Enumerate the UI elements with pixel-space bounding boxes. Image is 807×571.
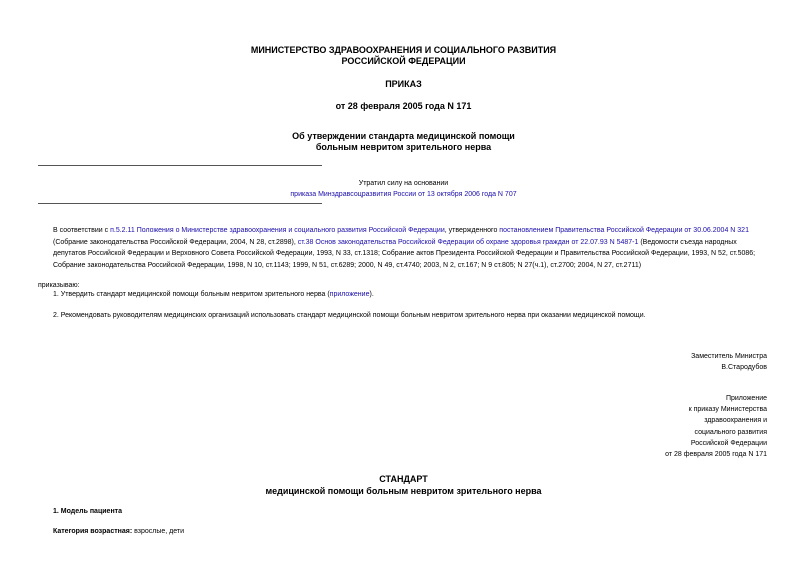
document-title-line1: Об утверждении стандарта медицинской помощи — [292, 131, 515, 141]
standard-heading: СТАНДАРТ — [379, 474, 428, 484]
signature-position: Заместитель Министра — [691, 353, 767, 360]
order-word: приказываю: — [38, 282, 80, 289]
document-date: от 28 февраля 2005 года N 171 — [335, 101, 472, 111]
ministry-name-line1: МИНИСТЕРСТВО ЗДРАВООХРАНЕНИЯ И СОЦИАЛЬНОГО РАЗВИТИЯ — [250, 45, 557, 55]
preamble-paragraph — [53, 225, 771, 271]
lost-force-note: Утратил силу на основании — [358, 180, 449, 187]
section-patient-model: 1. Модель пациента — [53, 508, 122, 515]
appendix-link[interactable]: приложение — [329, 291, 370, 298]
divider-bottom — [38, 203, 322, 204]
appendix-ref-line5: Российской Федерации — [690, 439, 767, 447]
appendix-ref-line4: социального развития — [694, 428, 767, 436]
appendix-ref-line3: здравоохранения и — [704, 417, 767, 425]
order-item-1 — [53, 289, 771, 301]
age-category-label: Категория возрастная: — [53, 528, 133, 535]
signature-block — [691, 351, 767, 373]
appendix-ref-line6: от 28 февраля 2005 года N 171 — [665, 451, 767, 459]
document-title-line2: больным невритом зрительного нерва — [315, 142, 492, 152]
appendix-reference-block — [665, 393, 767, 460]
health-law-link[interactable]: Основ законодательства Российской Федерации об охране здоровья граждан от 22.07.93 N 5487-1 — [315, 238, 639, 246]
ministry-regulation-link[interactable]: Положения о Министерстве здравоохранения и социального развития Российской Федерации — [136, 227, 445, 234]
age-category-value: взрослые, дети — [132, 528, 185, 535]
preamble-text-1: В соответствии с — [53, 227, 111, 234]
order-item-1-text: 1. Утвердить стандарт медицинской помощи больным невритом зрительного нерва ( — [53, 291, 330, 298]
regulation-clause-link[interactable]: п.5.2.11 — [110, 227, 135, 234]
preamble-text-4: (Собрание законодательства Российской Федерации, 2004, N 28, ст.2898), — [53, 238, 298, 246]
divider-top — [38, 165, 322, 166]
preamble-text-3: , утвержденного — [444, 227, 500, 234]
order-item-2: 2. Рекомендовать руководителям медицинских организаций использовать стандарт медицинской помощи больным невритом зрительного нерва при оказании медицинской помощи. — [53, 312, 646, 319]
preamble-text-6: (Ведомости съезда народных депутатов Российской Федерации и Верховного Совета Российской Федерации, 1993, N 33, ст.1318; Собрание актов Президента Российской Федерации и Правительства Российской Федерации, 1993, N 52, ст.5086; Собрание законодательства Российской Федерации, 1998, N 10, ст.1143; 1999, N 51, ст.6289; 2000, N 49, ст.4740; 2003, N 2, ст.167; N 9 ст.805; N 27(ч.1), ст.2700; 2004, N 27, ст.2711) — [53, 238, 756, 269]
standard-subheading: медицинской помощи больным невритом зрительного нерва — [265, 486, 542, 496]
age-category-line — [53, 526, 184, 538]
article-38-link[interactable]: ст.38 — [297, 238, 314, 246]
appendix-ref-line2: к приказу Министерства — [688, 406, 767, 414]
basis-order-link[interactable]: приказа Минздравсоцразвития России от 13 октября 2006 года N 707 — [290, 191, 517, 198]
government-resolution-link[interactable]: постановлением Правительства Российской Федерации от 30.06.2004 N 321 — [499, 227, 749, 234]
signature-name: В.Стародубов — [721, 364, 767, 372]
order-item-1-end: ). — [369, 291, 374, 298]
ministry-name-line2: РОССИЙСКОЙ ФЕДЕРАЦИИ — [341, 56, 466, 66]
document-type: ПРИКАЗ — [385, 79, 422, 89]
appendix-ref-line1: Приложение — [725, 395, 767, 402]
